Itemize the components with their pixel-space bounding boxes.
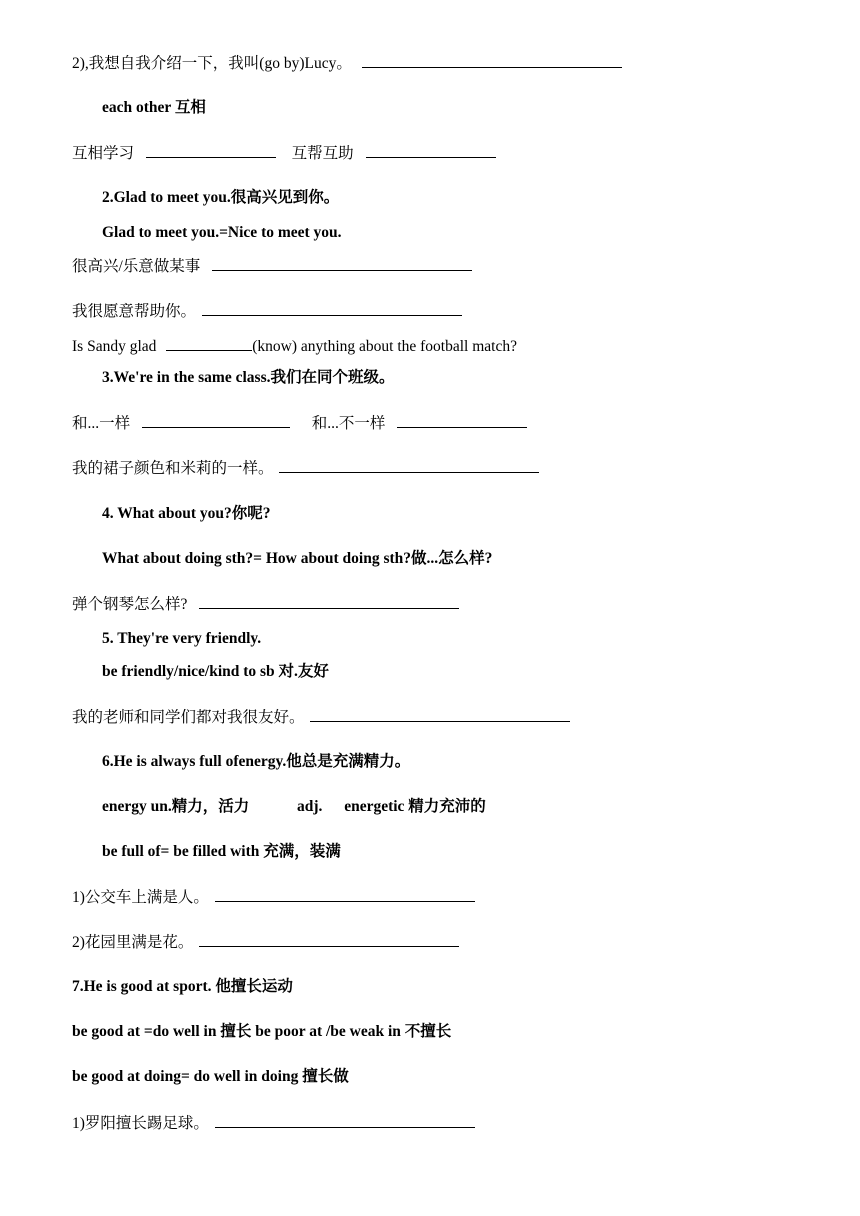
sentence-text: 4. What about you?你呢? [102, 505, 271, 522]
note-text: be full of= be filled with 充满，装满 [102, 843, 341, 860]
note-heading [102, 797, 486, 817]
exercise-prompt: 2)花园里满是花。 [72, 934, 194, 951]
note-heading [72, 1067, 349, 1087]
note-text: adj. [297, 798, 323, 815]
sentence-heading [102, 188, 339, 208]
answer-blank[interactable] [199, 932, 459, 947]
exercise-line [72, 53, 622, 74]
sentence-text: 7.He is good at sport. 他擅长运动 [72, 978, 293, 995]
exercise-prompt: 弹个钢琴怎么样? [72, 596, 188, 613]
sentence-heading [102, 504, 271, 524]
exercise-line [72, 301, 462, 322]
answer-blank[interactable] [362, 53, 622, 68]
exercise-line [72, 143, 496, 164]
note-text: be friendly/nice/kind to sb 对.友好 [102, 663, 329, 680]
sentence-text: 3.We're in the same class.我们在同个班级。 [102, 369, 395, 386]
sentence-heading [72, 977, 293, 997]
exercise-prompt: 互帮互助 [291, 145, 354, 162]
note-heading [102, 842, 341, 862]
answer-blank[interactable] [142, 413, 290, 428]
sentence-text: 6.He is always full ofenergy.他总是充满精力。 [102, 753, 411, 770]
exercise-line [72, 256, 472, 277]
note-text: What about doing sth?= How about doing sth?做...怎么样? [102, 550, 493, 567]
exercise-prompt: (know) anything about the football match? [252, 338, 517, 355]
answer-blank[interactable] [310, 707, 570, 722]
exercise-prompt: 我的老师和同学们都对我很友好。 [72, 709, 305, 726]
sentence-heading [102, 368, 394, 388]
sentence-text: 2.Glad to meet you.很高兴见到你。 [102, 189, 340, 206]
answer-blank[interactable] [166, 336, 252, 351]
exercise-prompt: 我很愿意帮助你。 [72, 303, 197, 320]
note-text: each other 互相 [102, 99, 206, 116]
exercise-line [72, 1113, 475, 1134]
exercise-line [72, 458, 539, 479]
exercise-line [72, 887, 475, 908]
answer-blank[interactable] [397, 413, 527, 428]
note-heading [102, 662, 329, 682]
sentence-heading [102, 752, 410, 772]
exercise-prompt: 2),我想自我介绍一下，我叫(go by)Lucy。 [72, 55, 352, 72]
exercise-prompt: Is Sandy glad [72, 338, 157, 355]
answer-blank[interactable] [202, 301, 462, 316]
answer-blank[interactable] [212, 256, 472, 271]
answer-blank[interactable] [279, 458, 539, 473]
exercise-prompt: 互相学习 [72, 145, 135, 162]
note-text: be good at doing= do well in doing 擅长做 [72, 1068, 349, 1085]
sentence-text: 5. They're very friendly. [102, 630, 262, 647]
exercise-prompt: 和...一样 [72, 415, 131, 432]
note-heading [102, 98, 206, 118]
sentence-heading [102, 629, 261, 649]
exercise-prompt: 1)罗阳擅长踢足球。 [72, 1115, 209, 1132]
exercise-line [72, 707, 570, 728]
note-text: energy un.精力，活力 [102, 798, 250, 815]
exercise-line [72, 413, 527, 434]
note-heading [72, 1022, 451, 1042]
note-text: Glad to meet you.=Nice to meet you. [102, 224, 342, 241]
exercise-prompt: 1)公交车上满是人。 [72, 889, 209, 906]
answer-blank[interactable] [215, 887, 475, 902]
note-heading [102, 549, 492, 569]
answer-blank[interactable] [215, 1113, 475, 1128]
exercise-prompt: 很高兴/乐意做某事 [72, 258, 201, 275]
answer-blank[interactable] [366, 143, 496, 158]
exercise-line [72, 336, 517, 357]
note-text: be good at =do well in 擅长 be poor at /be weak in 不擅长 [72, 1023, 452, 1040]
answer-blank[interactable] [146, 143, 276, 158]
exercise-prompt: 和...不一样 [311, 415, 386, 432]
note-heading [102, 223, 342, 243]
answer-blank[interactable] [199, 594, 459, 609]
note-text: energetic 精力充沛的 [344, 798, 486, 815]
exercise-prompt: 我的裙子颜色和米莉的一样。 [72, 460, 274, 477]
exercise-line [72, 594, 459, 615]
exercise-line [72, 932, 459, 953]
